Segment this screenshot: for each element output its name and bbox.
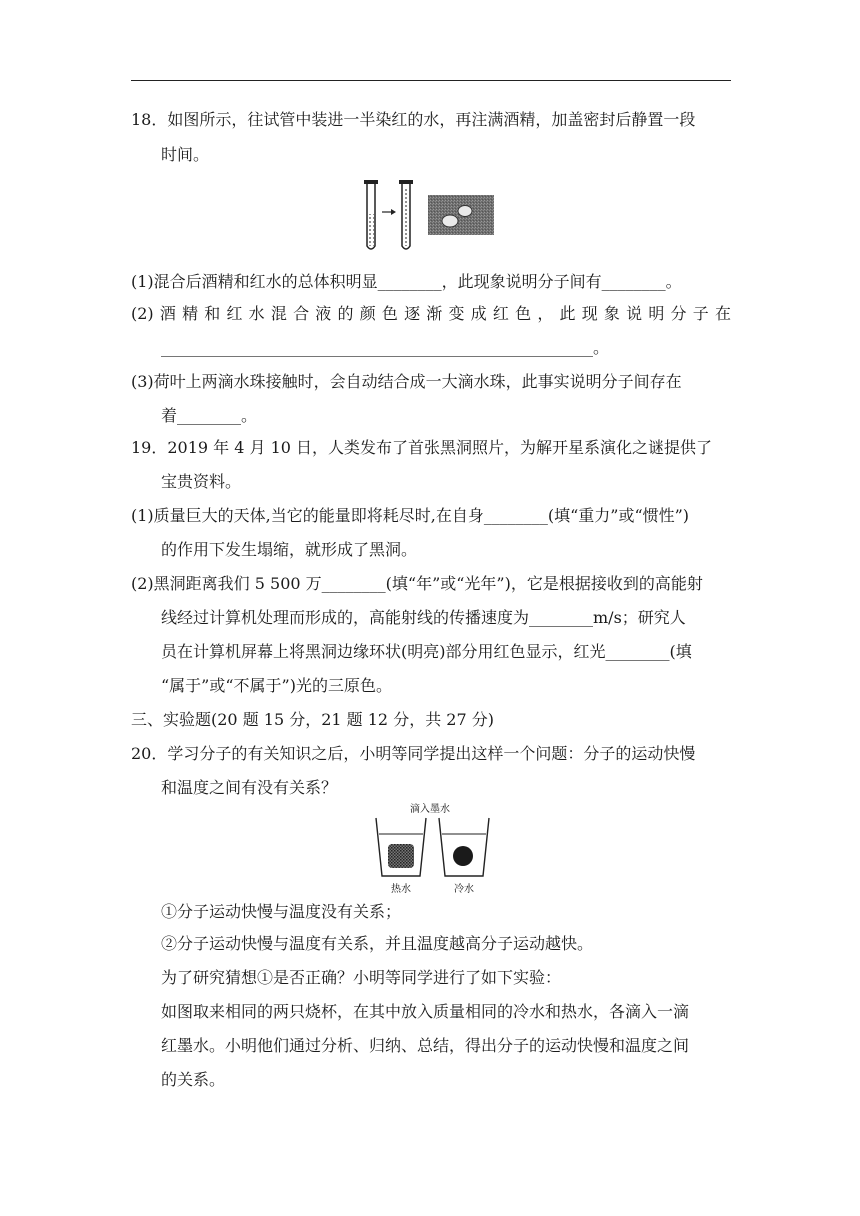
beaker-figure [370, 800, 495, 895]
q20-text4: 的关系。 [161, 1070, 226, 1089]
q18-part2-line2: ______________________________________________________。 [161, 338, 610, 357]
q18-stem-line2: 时间。 [161, 145, 210, 164]
section-heading-experiments: 三、实验题(20 题 15 分，21 题 12 分，共 27 分) [131, 710, 494, 729]
beakers-svg [370, 814, 495, 880]
q18-part3-line1: (3)荷叶上两滴水珠接触时，会自动结合成一大滴水珠，此事实说明分子间存在 [131, 372, 682, 391]
q19-part1-line1: (1)质量巨大的天体,当它的能量即将耗尽时,在自身________(填“重力”或“惯性”) [131, 506, 690, 525]
ink-diffused [388, 844, 414, 868]
label-hot-water: 热水 [391, 884, 411, 895]
q18-part1: (1)混合后酒精和红水的总体积明显________，此现象说明分子间有________。 [131, 272, 682, 291]
q19-part2-line2: 线经过计算机处理而形成的，高能射线的传播速度为________m/s；研究人 [161, 608, 686, 627]
q18-stem-line1: 18．如图所示，往试管中装进一半染红的水，再注满酒精，加盖密封后静置一段 [131, 110, 696, 129]
q19-part2-line3: 员在计算机屏幕上将黑洞边缘环状(明亮)部分用红色显示，红光________(填 [161, 642, 692, 661]
water-drop-2 [458, 206, 472, 217]
q18-part3-line2: 着________。 [161, 406, 258, 425]
q20-text3: 红墨水。小明他们通过分析、归纳、总结，得出分子的运动快慢和温度之间 [161, 1036, 690, 1055]
q19-part2-line4: “属于”或“不属于”)光的三原色。 [161, 676, 392, 695]
q19-part2-line1: (2)黑洞距离我们 5 500 万________(填“年”或“光年”)，它是根据接收到的高能射 [131, 574, 703, 593]
label-cold-water: 冷水 [454, 884, 474, 895]
tube2-cap [399, 180, 413, 184]
q20-text1: 为了研究猜想①是否正确？小明等同学进行了如下实验： [161, 968, 562, 987]
q20-text2: 如图取来相同的两只烧杯，在其中放入质量相同的冷水和热水，各滴入一滴 [161, 1002, 690, 1021]
q19-part1-line2: 的作用下发生塌缩，就形成了黑洞。 [161, 540, 418, 559]
q20-stem-line2: 和温度之间有没有关系？ [161, 778, 338, 797]
q20-guess2: ②分子运动快慢与温度有关系，并且温度越高分子运动越快。 [161, 934, 594, 953]
ink-drop [453, 846, 473, 866]
figure-caption-ink-drop: 滴入墨水 [410, 804, 450, 815]
water-drop-1 [442, 215, 458, 227]
test-tube-figure [360, 180, 500, 255]
q19-stem-line2: 宝贵资料。 [161, 472, 242, 491]
q19-stem-line1: 19．2019 年 4 月 10 日，人类发布了首张黑洞照片，为解开星系演化之谜提供了 [131, 438, 713, 457]
q20-stem-line1: 20．学习分子的有关知识之后，小明等同学提出这样一个问题：分子的运动快慢 [131, 744, 696, 763]
tube1-cap [364, 180, 378, 184]
q18-part2-line1: (2) 酒 精 和 红 水 混 合 液 的 颜 色 逐 渐 变 成 红 色 ， 此 现 象 说 明 分 子 在 [131, 304, 731, 323]
q20-guess1: ①分子运动快慢与温度没有关系； [161, 902, 402, 921]
header-rule [131, 80, 731, 81]
